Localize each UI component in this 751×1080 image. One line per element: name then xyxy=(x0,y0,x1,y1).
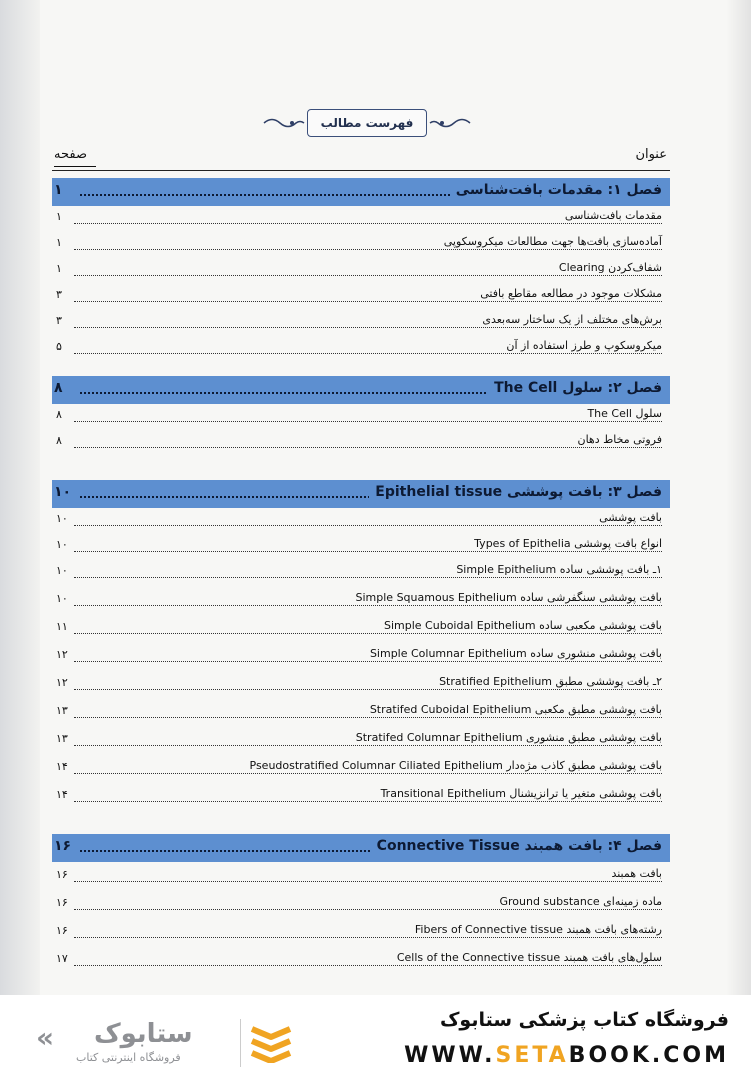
chapter-title: فصل ۳: بافت پوششی Epithelial tissue xyxy=(369,484,662,500)
entry-title: بافت پوششی مطبق کاذب مژه‌دار Pseudostratified Columnar Ciliated Epithelium xyxy=(247,759,663,772)
entry-title: بافت پوششی متغیر یا ترانزیشنال Transitional Epithelium xyxy=(378,787,662,800)
entry-title: فروتی مخاط دهان xyxy=(574,433,662,446)
entry-title: میکروسکوپ و طرز استفاده از آن xyxy=(503,339,662,352)
dot-leader xyxy=(74,353,662,354)
dot-leader xyxy=(74,421,662,422)
dot-leader xyxy=(74,801,662,802)
dot-leader xyxy=(80,194,490,196)
entry-page-number: ۱۰ xyxy=(56,512,68,525)
ornament-right-icon xyxy=(428,116,472,130)
chapter-title: فصل ۱: مقدمات بافت‌شناسی xyxy=(450,182,662,198)
toc-entry[interactable] xyxy=(52,864,670,890)
toc-title-frame xyxy=(307,109,427,137)
toc-entry[interactable] xyxy=(52,756,670,782)
toc-entry[interactable] xyxy=(52,920,670,946)
chapter-page-number: ۱ xyxy=(54,182,67,198)
entry-title: بافت پوششی منشوری ساده Simple Columnar Epithelium xyxy=(367,647,662,660)
chapter-title: فصل ۴: بافت همبند Connective Tissue xyxy=(371,838,662,854)
chapter-page-number: ۸ xyxy=(54,380,67,396)
toc-entry[interactable] xyxy=(52,258,670,284)
entry-title: بافت پوششی xyxy=(596,511,662,524)
store-banner xyxy=(0,995,751,1080)
toc-entry[interactable] xyxy=(52,700,670,726)
toc-title: فهرست مطالب xyxy=(320,116,414,130)
entry-title: بافت پوششی مکعبی ساده Simple Cuboidal Epithelium xyxy=(381,619,662,632)
entry-title: سلول The Cell xyxy=(584,407,662,420)
dot-leader xyxy=(74,633,662,634)
chevrons-left-icon: « xyxy=(36,1021,55,1054)
dot-leader xyxy=(74,661,662,662)
entry-page-number: ۱۶ xyxy=(56,896,68,909)
entry-title: مقدمات بافت‌شناسی xyxy=(562,209,662,222)
chapter-heading[interactable] xyxy=(52,178,670,206)
entry-page-number: ۱۰ xyxy=(56,564,68,577)
entry-page-number: ۱۲ xyxy=(56,648,68,661)
dot-leader xyxy=(74,937,662,938)
toc-entry[interactable] xyxy=(52,892,670,918)
entry-page-number: ۱ xyxy=(56,236,62,249)
entry-title: انواع بافت پوششی Types of Epithelia xyxy=(471,537,662,550)
entry-page-number: ۳ xyxy=(56,314,62,327)
entry-title: سلول‌های بافت همبند Cells of the Connective tissue xyxy=(394,951,662,964)
toc-entry[interactable] xyxy=(52,404,670,430)
store-title: فروشگاه کتاب پزشکی ستابوک xyxy=(439,1009,729,1031)
dot-leader xyxy=(74,223,662,224)
dot-leader xyxy=(74,327,662,328)
dot-leader xyxy=(74,965,662,966)
entry-page-number: ۳ xyxy=(56,288,62,301)
toc-entry[interactable] xyxy=(52,232,670,258)
chapter-heading[interactable] xyxy=(52,480,670,508)
dot-leader xyxy=(74,577,662,578)
dot-leader xyxy=(74,447,662,448)
dot-leader xyxy=(74,525,662,526)
dot-leader xyxy=(74,275,662,276)
toc-entry[interactable] xyxy=(52,644,670,670)
ornament-left-icon xyxy=(262,116,306,130)
setabook-logo[interactable] xyxy=(36,1017,296,1065)
entry-title: بافت پوششی سنگفرشی ساده Simple Squamous Epithelium xyxy=(353,591,662,604)
entry-page-number: ۱ xyxy=(56,210,62,223)
toc-entry[interactable] xyxy=(52,560,670,586)
dot-leader xyxy=(74,301,662,302)
header-rule xyxy=(52,170,670,171)
entry-title: ماده زمینه‌ای Ground substance xyxy=(496,895,662,908)
toc-title-box xyxy=(262,106,472,140)
entry-title: بافت پوششی مطبق مکعبی Stratifed Cuboidal Epithelium xyxy=(367,703,662,716)
entry-page-number: ۱۴ xyxy=(56,788,68,801)
toc-entry[interactable] xyxy=(52,616,670,642)
entry-page-number: ۱۶ xyxy=(56,924,68,937)
toc-entry[interactable] xyxy=(52,206,670,232)
column-header-title: عنوان xyxy=(635,147,667,162)
logo-wordmark: ستابوک xyxy=(94,1019,193,1049)
chapter-heading[interactable] xyxy=(52,834,670,862)
book-stack-icon xyxy=(248,1021,294,1063)
entry-page-number: ۱۰ xyxy=(56,592,68,605)
entry-title: بافت پوششی مطبق منشوری Stratifed Columnar Epithelium xyxy=(353,731,662,744)
entry-title: ۲ـ بافت پوششی مطبق Stratified Epithelium xyxy=(436,675,662,688)
entry-page-number: ۱۳ xyxy=(56,732,68,745)
dot-leader xyxy=(80,392,490,394)
toc-entry[interactable] xyxy=(52,948,670,974)
entry-title: بافت همبند xyxy=(608,867,662,880)
entry-page-number: ۵ xyxy=(56,340,62,353)
entry-title: آماده‌سازی بافت‌ها جهت مطالعات میکروسکوپی xyxy=(441,235,662,248)
entry-page-number: ۱۷ xyxy=(56,952,68,965)
toc-entry[interactable] xyxy=(52,284,670,310)
chapter-page-number: ۱۰ xyxy=(54,484,75,500)
dot-leader xyxy=(74,551,662,552)
url-prefix: WWW. xyxy=(404,1043,496,1068)
column-header-page: صفحه xyxy=(54,147,87,162)
dot-leader xyxy=(74,909,662,910)
dot-leader xyxy=(74,773,662,774)
dot-leader xyxy=(74,745,662,746)
url-accent: SETA xyxy=(495,1043,569,1068)
logo-tagline: فروشگاه اینترنتی کتاب xyxy=(76,1051,181,1064)
chapter-heading[interactable] xyxy=(52,376,670,404)
dot-leader xyxy=(74,717,662,718)
entry-page-number: ۱ xyxy=(56,262,62,275)
toc-entry[interactable] xyxy=(52,508,670,534)
logo-divider xyxy=(240,1019,241,1067)
entry-title: شفاف‌کردن Clearing xyxy=(556,261,662,274)
url-suffix: BOOK.COM xyxy=(568,1043,729,1068)
toc-entry[interactable] xyxy=(52,672,670,698)
entry-page-number: ۸ xyxy=(56,408,62,421)
entry-title: برش‌های مختلف از یک ساختار سه‌بعدی xyxy=(479,313,662,326)
toc-entry[interactable] xyxy=(52,534,670,560)
toc-entry[interactable] xyxy=(52,728,670,754)
toc-entry[interactable] xyxy=(52,784,670,810)
entry-title: ۱ـ بافت پوششی ساده Simple Epithelium xyxy=(453,563,662,576)
dot-leader xyxy=(74,249,662,250)
entry-page-number: ۱۶ xyxy=(56,868,68,881)
chapter-page-number: ۱۶ xyxy=(54,838,75,854)
entry-page-number: ۱۲ xyxy=(56,676,68,689)
dot-leader xyxy=(74,881,662,882)
header-underline xyxy=(54,166,96,167)
toc-entry[interactable] xyxy=(52,336,670,362)
entry-title: مشکلات موجود در مطالعه مقاطع بافتی xyxy=(477,287,662,300)
dot-leader xyxy=(74,605,662,606)
dot-leader xyxy=(74,689,662,690)
entry-page-number: ۱۱ xyxy=(56,620,68,633)
entry-page-number: ۸ xyxy=(56,434,62,447)
toc-entry[interactable] xyxy=(52,310,670,336)
toc-entry[interactable] xyxy=(52,430,670,456)
chapter-title: فصل ۲: سلول The Cell xyxy=(488,380,662,396)
store-url[interactable] xyxy=(404,1043,729,1068)
entry-page-number: ۱۴ xyxy=(56,760,68,773)
entry-page-number: ۱۳ xyxy=(56,704,68,717)
entry-title: رشته‌های بافت همبند Fibers of Connective tissue xyxy=(412,923,662,936)
toc-entry[interactable] xyxy=(52,588,670,614)
entry-page-number: ۱۰ xyxy=(56,538,68,551)
